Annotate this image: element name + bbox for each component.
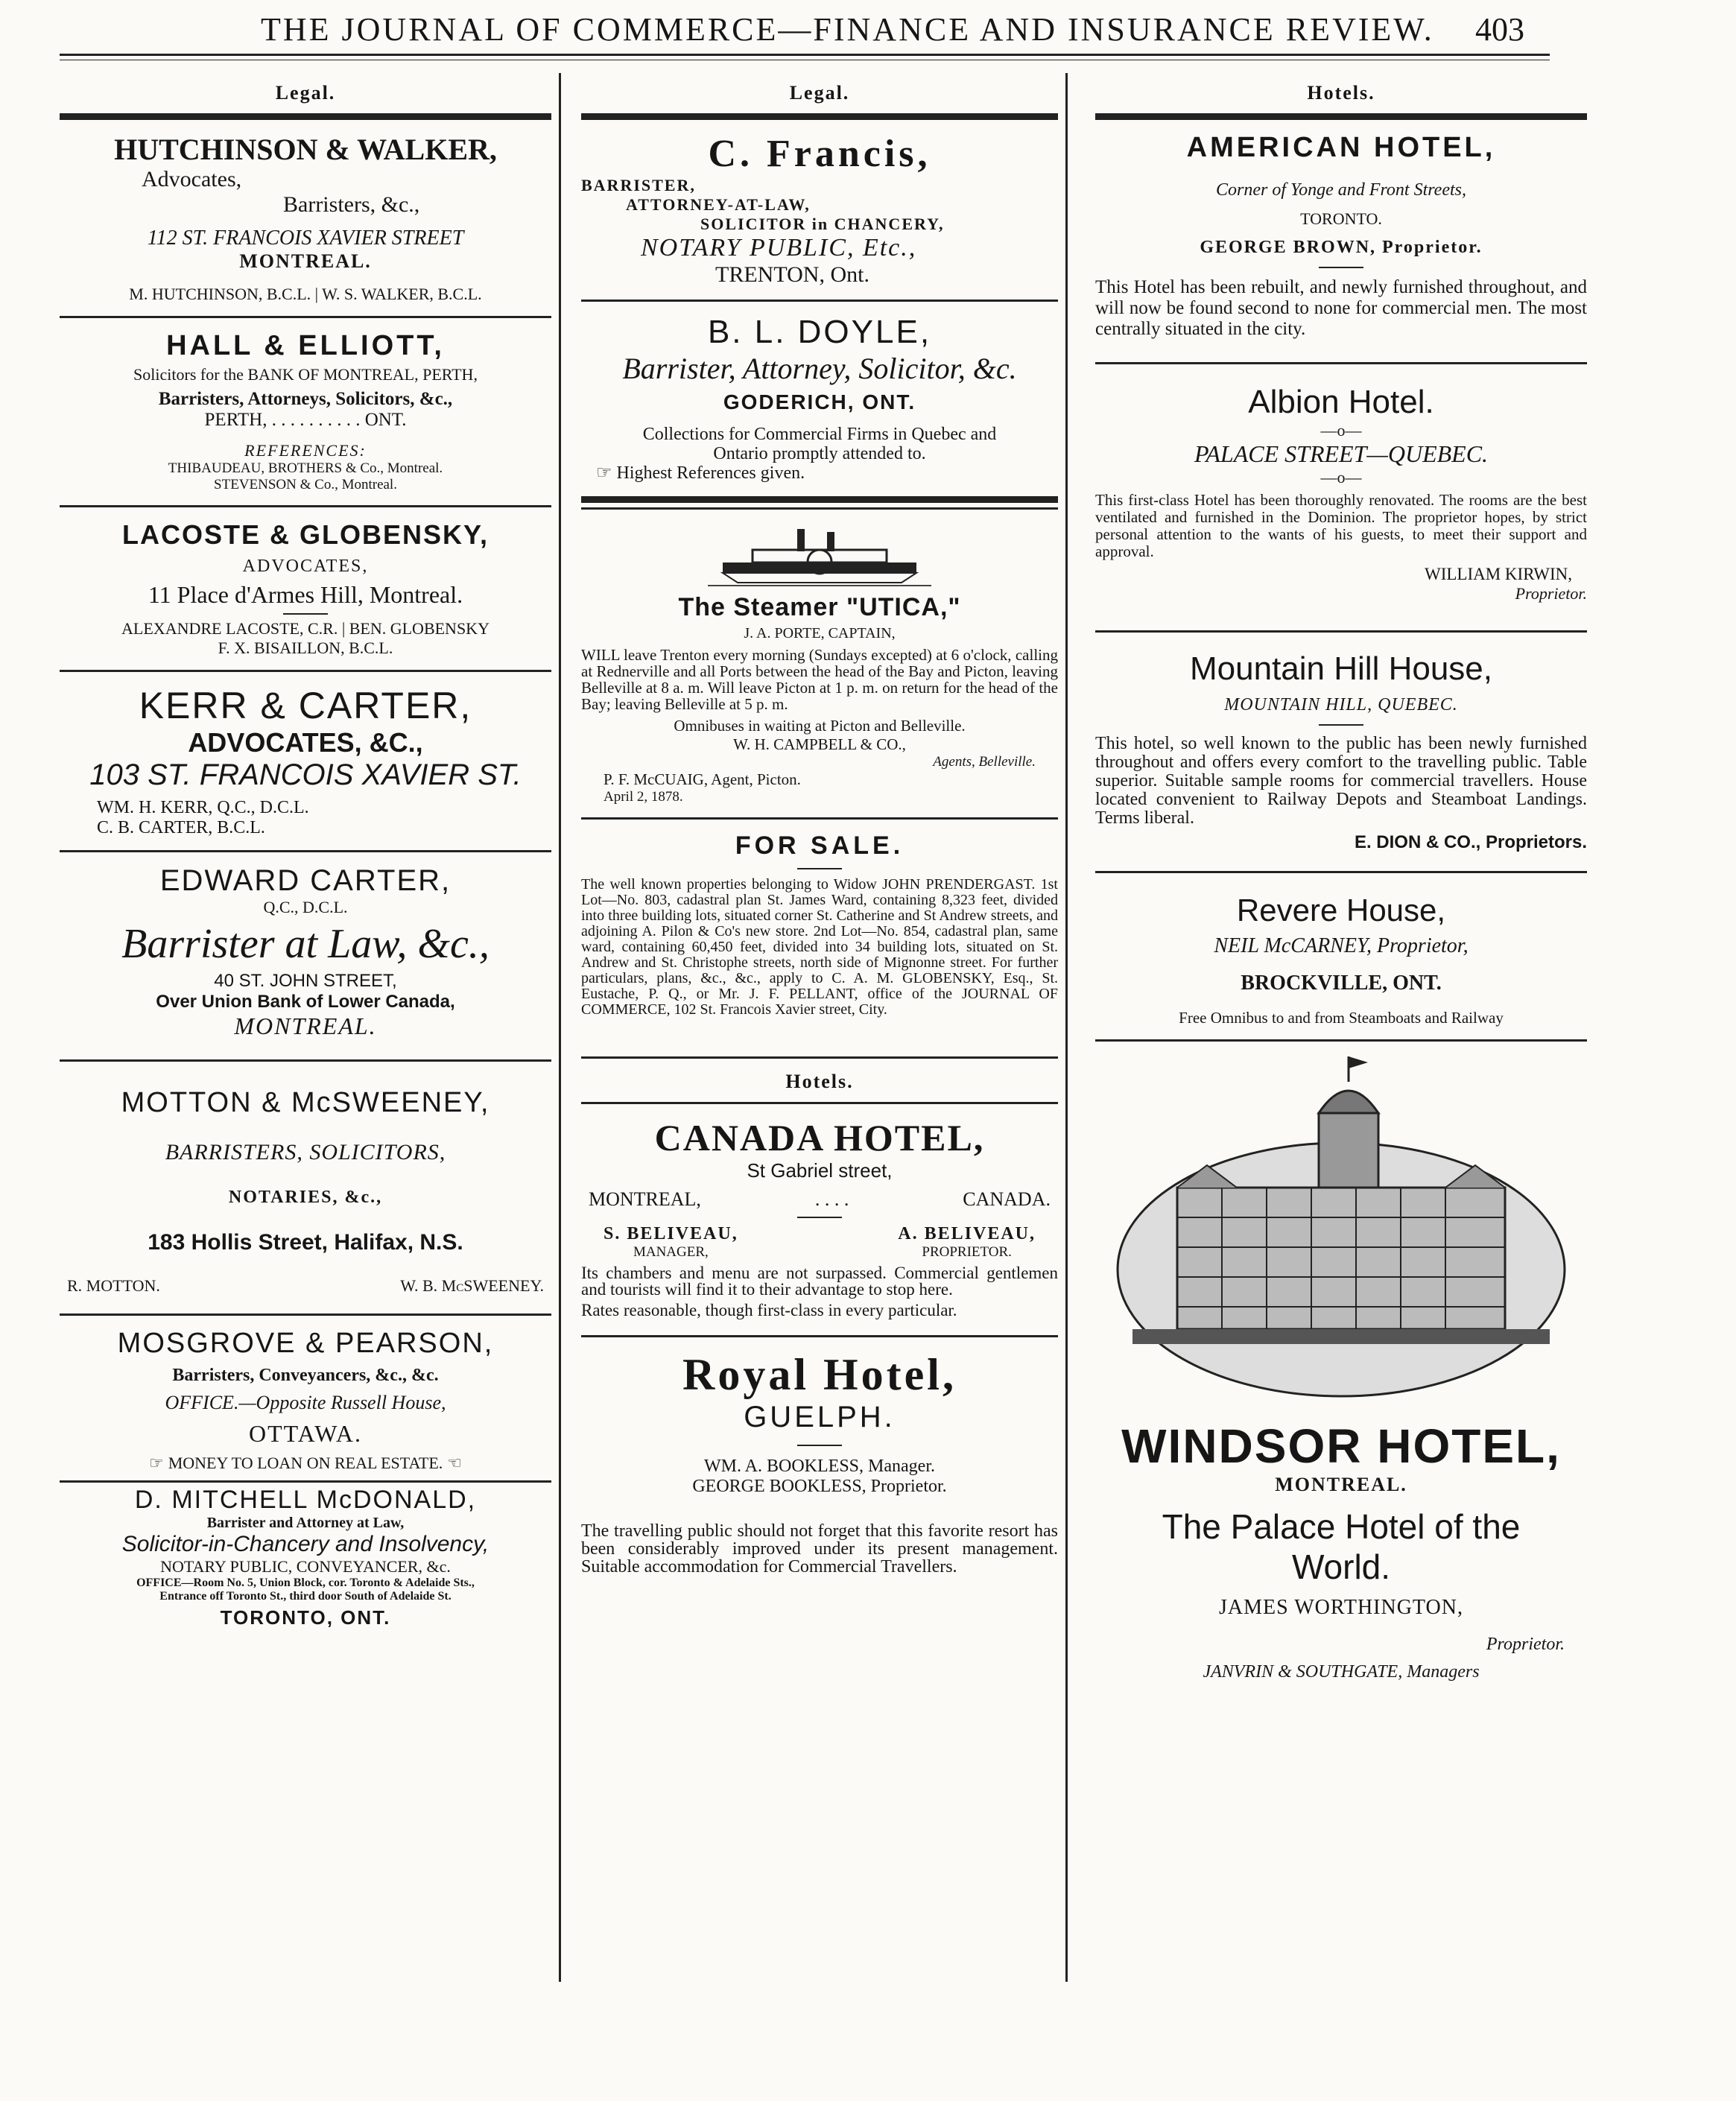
ad-steamer-utica xyxy=(581,517,1058,810)
hotel-proprietor xyxy=(898,1224,1036,1261)
firm-city: PERTH, . . . . . . . . . . ONT. xyxy=(204,410,407,430)
firm-text-line xyxy=(581,463,1058,483)
hotel-proprietor: NEIL McCARNEY, Proprietor, xyxy=(1214,934,1469,957)
pointing-hand-icon: ☜ xyxy=(447,1454,463,1472)
section-heading: Hotels. xyxy=(785,1071,854,1092)
hotel-city: TORONTO. xyxy=(1300,209,1382,228)
section-rule xyxy=(581,1102,1058,1104)
ad-american-hotel xyxy=(1095,127,1587,349)
steamer-agent: P. F. McCUAIG, Agent, Picton. xyxy=(604,770,801,788)
firm-partners: M. HUTCHINSON, B.C.L. | W. S. WALKER, B.C.L. xyxy=(129,285,482,303)
journal-title: THE JOURNAL OF COMMERCE—FINANCE AND INSURANCE REVIEW. xyxy=(261,11,1434,48)
ad-divider xyxy=(581,1056,1058,1059)
hotel-proprietor: GEORGE BOOKLESS, Proprietor. xyxy=(692,1477,947,1496)
hotel-body: Rates reasonable, though first-class in every particular. xyxy=(581,1301,957,1319)
references-line: STEVENSON & Co., Montreal. xyxy=(214,477,397,492)
short-rule xyxy=(283,613,328,615)
steamer-body: WILL leave Trenton every morning (Sundays excepted) at 6 o'clock, calling at Rednerville and all Ports between the head of the Bay and Picton, leaving Belleville at 8 a. m. Will leave Picton at 1 p. m. on return for the head of the Bay; leaving Belleville at 5 p. m. xyxy=(581,646,1058,713)
hotel-manager xyxy=(604,1224,738,1261)
ad-divider xyxy=(60,1480,551,1483)
firm-partner: WM. H. KERR, Q.C., D.C.L. xyxy=(97,798,309,817)
firm-name: MOTTON & McSWEENEY, xyxy=(121,1087,490,1118)
firm-line: Barristers, Attorneys, Solicitors, &c., xyxy=(158,389,453,409)
firm-line: Advocates, xyxy=(142,167,242,191)
column-rule-right xyxy=(1065,73,1068,1982)
column-legal-left xyxy=(60,75,551,1982)
section-heading: Hotels. xyxy=(1307,82,1375,104)
hotel-body: This first-class Hotel has been thoroughly renovated. The rooms are the best ventilated and furnished in the Dominion. The proprietor hopes, by strict personal attention to the wants of his guests, to meet their support and approval. xyxy=(1095,491,1587,560)
ad-divider xyxy=(581,300,1058,302)
firm-line: Solicitor-in-Chancery and Insolvency, xyxy=(121,1532,490,1556)
hotel-proprietors: E. DION & CO., Proprietors. xyxy=(1354,832,1587,852)
header-rule xyxy=(60,54,1550,56)
hotel-body: The travelling public should not forget that this favorite resort has been considerably improved under its present management. Suitable accommodation for Commercial Travellers. xyxy=(581,1521,1058,1576)
hotel-proprietor-name: JAMES WORTHINGTON, xyxy=(1219,1596,1463,1619)
hotel-name: WINDSOR HOTEL, xyxy=(1121,1419,1561,1473)
references-label: REFERENCES: xyxy=(244,441,367,460)
firm-line: NOTARIES, &c., xyxy=(228,1188,383,1207)
firm-name: MOSGROVE & PEARSON, xyxy=(117,1328,494,1359)
hotel-separator: —o— xyxy=(1320,468,1362,487)
firm-line: Q.C., D.C.L. xyxy=(263,898,348,916)
ad-mitchell-mcdonald xyxy=(60,1486,551,1634)
ad-lacoste-globensky xyxy=(60,515,551,662)
manager-name: S. BELIVEAU, xyxy=(604,1224,738,1243)
firm-name: LACOSTE & GLOBENSKY, xyxy=(121,519,490,550)
hotel-managers: JANVRIN & SOUTHGATE, Managers xyxy=(1203,1662,1480,1682)
short-rule xyxy=(797,1445,842,1446)
sale-body: The well known properties belonging to Widow JOHN PRENDERGAST. 1st Lot—No. 803, cadastral plan St. James Ward, containing 8,323 feet, divided into three building lots, situated corner St. Catherine and St Andrew streets, and adjoining A. Pilon & Co's new store. 2nd Lot—No. 854, cadastral plan, same ward, containing 60,450 feet, divided into 34 building lots, situated on St. Andrew and St. Christophe streets, north side of Mignonne street. For further particulars, plans, &c., &c., apply to C. A. M. GLOBENSKY, Esq., St. Eustache, P. Q., or Mr. J. F. PELLANT, office of the JOURNAL OF COMMERCE, 102 St. Francois Xavier street, City. xyxy=(581,876,1058,1018)
money-notice-text: MONEY TO LOAN ON REAL ESTATE. xyxy=(168,1454,443,1472)
ad-edward-carter xyxy=(60,860,551,1045)
ad-divider xyxy=(60,1059,551,1062)
ad-for-sale xyxy=(581,827,1058,1027)
manager-title: MANAGER, xyxy=(633,1244,709,1260)
page-number: 403 xyxy=(1475,11,1524,48)
column-hotels-right xyxy=(1095,75,1587,1982)
ad-divider xyxy=(60,850,551,852)
ad-divider xyxy=(60,670,551,672)
firm-office: OFFICE—Room No. 5, Union Block, cor. Toronto & Adelaide Sts., xyxy=(136,1576,475,1589)
firm-line: BARRISTERS, SOLICITORS, xyxy=(165,1140,446,1164)
hotel-city: GUELPH. xyxy=(744,1401,896,1433)
ad-divider xyxy=(581,1335,1058,1337)
hotel-street: PALACE STREET—QUEBEC. xyxy=(1194,440,1489,467)
ad-hall-elliott xyxy=(60,326,551,498)
ad-divider xyxy=(60,1313,551,1316)
steamer-omnibus: Omnibuses in waiting at Picton and Belleville. xyxy=(674,717,966,735)
ad-c-francis xyxy=(581,127,1058,292)
section-rule xyxy=(60,113,551,120)
short-rule xyxy=(1319,724,1363,726)
firm-text: Collections for Commercial Firms in Quebec and xyxy=(642,425,997,444)
hotel-proprietor-title: Proprietor. xyxy=(1486,1635,1565,1654)
hotel-body: Its chambers and menu are not surpassed. Commercial gentlemen and tourists will find it to their advantage to stop here. xyxy=(581,1264,1058,1299)
hotel-name: Mountain Hill House, xyxy=(1190,650,1492,687)
firm-address: 112 ST. FRANCOIS XAVIER STREET xyxy=(147,226,464,250)
firm-name: C. Francis, xyxy=(708,133,931,175)
steamer-date: April 2, 1878. xyxy=(604,789,683,805)
pointing-hand-icon: ☞ xyxy=(596,463,612,483)
firm-city: TRENTON, Ont. xyxy=(715,262,869,287)
ad-albion-hotel xyxy=(1095,372,1587,608)
short-rule xyxy=(797,868,842,869)
firm-name: B. L. DOYLE, xyxy=(707,314,932,350)
ad-windsor-hotel xyxy=(1095,1049,1587,1687)
firm-name: HALL & ELLIOTT, xyxy=(166,330,445,361)
ad-bl-doyle xyxy=(581,309,1058,487)
steamer-captain: J. A. PORTE, CAPTAIN, xyxy=(744,625,896,641)
hotel-city: MONTREAL, xyxy=(589,1188,701,1210)
firm-line: ADVOCATES, xyxy=(242,557,369,576)
ad-royal-hotel xyxy=(581,1345,1058,1585)
firm-address: 183 Hollis Street, Halifax, N.S. xyxy=(148,1230,463,1255)
firm-line-script: Barrister at Law, &c., xyxy=(121,921,490,967)
column-legal-middle xyxy=(581,75,1058,1982)
firm-line: BARRISTER, xyxy=(581,176,696,194)
hotel-tagline: The Palace Hotel of the xyxy=(1162,1507,1521,1546)
hotel-staff xyxy=(581,1224,1058,1261)
firm-office: Entrance off Toronto St., third door South of Adelaide St. xyxy=(159,1590,452,1603)
hotel-city: MONTREAL. xyxy=(1275,1474,1407,1495)
firm-name: HUTCHINSON & WALKER, xyxy=(114,133,497,166)
ad-mountain-hill-house xyxy=(1095,640,1587,858)
firm-line: OFFICE.—Opposite Russell House, xyxy=(165,1392,446,1413)
steamboat-illustration xyxy=(708,522,931,589)
ad-kerr-carter xyxy=(60,679,551,843)
ad-divider xyxy=(1095,871,1587,873)
section-rule xyxy=(1095,113,1587,120)
proprietor-title: PROPRIETOR. xyxy=(922,1244,1012,1260)
firm-city: TORONTO, ONT. xyxy=(220,1606,391,1629)
hotel-proprietor-title: Proprietor. xyxy=(1515,584,1587,603)
ad-divider xyxy=(581,507,1058,510)
ad-hutchinson-walker xyxy=(60,127,551,308)
steamer-agent-location: Agents, Belleville. xyxy=(933,754,1036,770)
firm-line: Barristers, &c., xyxy=(283,192,420,217)
hotel-name: Royal Hotel, xyxy=(682,1350,957,1399)
firm-address: 11 Place d'Armes Hill, Montreal. xyxy=(148,581,463,608)
hotel-corner: Corner of Yonge and Front Streets, xyxy=(1215,180,1466,200)
firm-partner: R. MOTTON. xyxy=(67,1276,160,1295)
hotel-name: Albion Hotel. xyxy=(1248,384,1434,420)
page-header xyxy=(60,0,1550,60)
hotel-proprietor-name: WILLIAM KIRWIN, xyxy=(1424,565,1572,583)
sale-title: FOR SALE. xyxy=(735,831,905,860)
ad-mosgrove-pearson xyxy=(60,1323,551,1477)
firm-city: GODERICH, ONT. xyxy=(723,390,916,413)
firm-partners: ALEXANDRE LACOSTE, C.R. | BEN. GLOBENSKY xyxy=(121,619,490,638)
firm-line: NOTARY PUBLIC, Etc., xyxy=(641,234,917,262)
ad-revere-house xyxy=(1095,881,1587,1032)
hotel-body: This hotel, so well known to the public has been newly furnished throughout and offers every comfort to the travelling public. Table superior. Suitable sample rooms for commercial travellers. House located convenient to Railway Depots and Steamboat Landings. Terms liberal. xyxy=(1095,734,1587,828)
short-rule xyxy=(797,1217,842,1218)
column-rule-left xyxy=(559,73,561,1982)
hotel-street: St Gabriel street, xyxy=(747,1159,893,1182)
section-heading: Legal. xyxy=(275,82,336,104)
ad-divider xyxy=(1095,362,1587,364)
hotel-name: CANADA HOTEL, xyxy=(654,1117,985,1159)
firm-line: Barrister, Attorney, Solicitor, &c. xyxy=(622,352,1017,385)
steamer-agent: W. H. CAMPBELL & CO., xyxy=(733,735,906,753)
ad-motton-mcsweeney xyxy=(60,1069,551,1300)
hotel-location: MOUNTAIN HILL, QUEBEC. xyxy=(1224,695,1458,714)
money-notice xyxy=(60,1454,551,1473)
firm-partner: W. B. McSWEENEY. xyxy=(400,1276,544,1295)
firm-line: Barristers, Conveyancers, &c., &c. xyxy=(172,1366,439,1385)
firm-line: Solicitors for the BANK OF MONTREAL, PERTH, xyxy=(133,365,478,384)
firm-text: Highest References given. xyxy=(616,463,805,483)
ad-divider xyxy=(581,817,1058,820)
hotel-tagline: World. xyxy=(1291,1547,1391,1586)
firm-partner: C. B. CARTER, B.C.L. xyxy=(97,818,265,837)
hotel-country: CANADA. xyxy=(963,1188,1051,1210)
firm-line: Barrister and Attorney at Law, xyxy=(206,1515,405,1531)
firm-line: ATTORNEY-AT-LAW, xyxy=(626,195,811,214)
hotel-name: Revere House, xyxy=(1236,893,1446,928)
windsor-hotel-engraving xyxy=(1110,1053,1572,1411)
firm-text: Ontario promptly attended to. xyxy=(713,444,926,463)
hotel-location xyxy=(581,1188,1058,1211)
ad-divider xyxy=(1095,630,1587,633)
ad-divider xyxy=(1095,1039,1587,1042)
firm-line: NOTARY PUBLIC, CONVEYANCER, &c. xyxy=(160,1557,451,1576)
firm-name: KERR & CARTER, xyxy=(139,685,472,726)
firm-partners xyxy=(60,1276,551,1296)
hotel-manager: WM. A. BOOKLESS, Manager. xyxy=(704,1457,935,1476)
hotel-separator: —o— xyxy=(1320,421,1362,440)
hotel-body: This Hotel has been rebuilt, and newly furnished throughout, and will now be found second to none for commercial men. The most centrally situated in the city. xyxy=(1095,277,1587,339)
proprietor-name: A. BELIVEAU, xyxy=(898,1224,1036,1243)
firm-name: EDWARD CARTER, xyxy=(159,864,452,897)
ad-divider xyxy=(60,505,551,507)
hotel-name: AMERICAN HOTEL, xyxy=(1186,132,1496,163)
hotel-city: BROCKVILLE, ONT. xyxy=(1241,972,1442,995)
firm-line: ADVOCATES, &C., xyxy=(188,727,423,758)
hotel-proprietor: GEORGE BROWN, Proprietor. xyxy=(1200,238,1483,257)
ad-divider xyxy=(581,496,1058,503)
hotel-omnibus: Free Omnibus to and from Steamboats and Railway xyxy=(1179,1009,1504,1027)
ad-canada-hotel xyxy=(581,1112,1058,1328)
firm-partners: F. X. BISAILLON, B.C.L. xyxy=(218,638,393,657)
short-rule xyxy=(1319,267,1363,268)
ad-divider xyxy=(60,316,551,318)
firm-city: MONTREAL. xyxy=(239,250,372,272)
steamer-name: The Steamer "UTICA," xyxy=(678,593,961,621)
section-heading: Legal. xyxy=(789,82,850,104)
section-rule xyxy=(581,113,1058,120)
firm-name: D. MITCHELL McDONALD, xyxy=(134,1486,477,1514)
firm-line: Over Union Bank of Lower Canada, xyxy=(156,992,455,1012)
references-line: THIBAUDEAU, BROTHERS & Co., Montreal. xyxy=(168,460,443,476)
hotel-dots: . . . . xyxy=(814,1188,849,1210)
firm-city: OTTAWA. xyxy=(249,1420,362,1447)
firm-address: 103 ST. FRANCOIS XAVIER ST. xyxy=(89,758,522,791)
pointing-hand-icon: ☞ xyxy=(148,1454,164,1472)
firm-city: MONTREAL. xyxy=(234,1013,377,1039)
firm-address: 40 ST. JOHN STREET, xyxy=(214,971,397,991)
firm-line: SOLICITOR in CHANCERY, xyxy=(700,215,945,233)
